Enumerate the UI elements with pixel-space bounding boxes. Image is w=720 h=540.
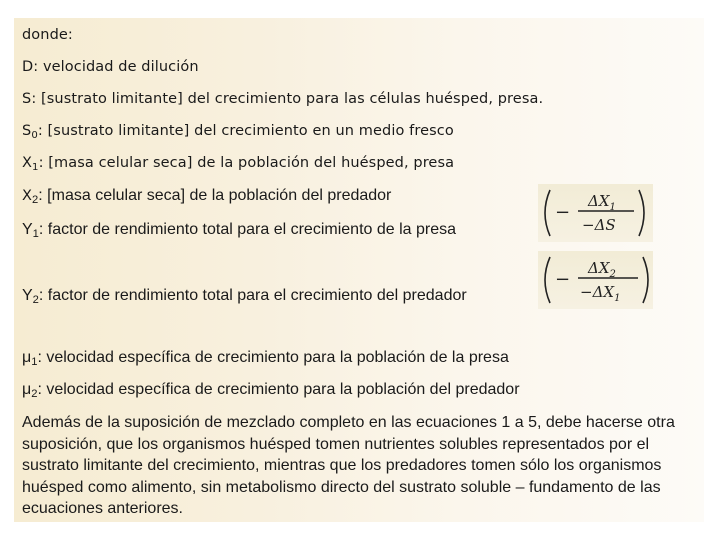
definition-x2	[22, 187, 391, 206]
definition-subscript: 1	[32, 162, 39, 173]
definition-symbol: Y	[22, 287, 33, 304]
formula-numerator: $\Delta X_1$	[588, 192, 616, 213]
definition-symbol: μ	[22, 349, 32, 366]
definition-text: : velocidad específica de crecimiento para la población de la presa	[37, 349, 509, 366]
definition-symbol: X	[22, 188, 33, 204]
definition-y2	[22, 287, 467, 306]
definition-d	[22, 59, 199, 75]
definition-subscript: 0	[31, 130, 38, 141]
yield-formula-presa	[538, 184, 653, 242]
definition-text: : [masa celular seca] de la población del huésped, presa	[38, 155, 455, 171]
definition-text: : factor de rendimiento total para el crecimiento de la presa	[38, 221, 457, 238]
explanation-paragraph: Además de la suposición de mezclado completo en las ecuaciones 1 a 5, debe hacerse otra suposición, que los organismos huésped tomen nutrientes solubles representados por el sustrato limitante del crecimiento, mientras que los predadores tomen sólo los organismos huésped como alimento, sin metabolismo directo del sustrato soluble – fundamento de las ecuaciones anteriores.	[22, 414, 675, 517]
formula-svg	[538, 251, 653, 309]
definition-symbol: S	[22, 123, 32, 139]
definition-symbol: μ	[22, 381, 32, 398]
definition-symbol: D	[22, 59, 34, 75]
right-paren	[643, 257, 648, 303]
definition-text: : velocidad de dilución	[33, 59, 199, 75]
left-paren	[545, 190, 550, 236]
definition-s0	[22, 123, 454, 141]
slide-background	[14, 18, 704, 522]
left-paren	[545, 257, 550, 303]
definition-symbol: S	[22, 91, 32, 107]
definition-text: : [sustrato limitante] del crecimiento en un medio fresco	[37, 123, 454, 139]
definition-text: : [masa celular seca] de la población del predador	[38, 187, 392, 204]
definition-mu2	[22, 381, 520, 400]
intro-text: donde:	[22, 27, 73, 43]
definition-subscript: 2	[31, 388, 38, 400]
definition-subscript: 2	[32, 294, 39, 306]
definition-s	[22, 91, 543, 107]
definition-x1	[22, 155, 454, 173]
formula-svg	[538, 184, 653, 242]
definition-subscript: 1	[32, 228, 39, 240]
formula-numerator: $\Delta X_2$	[588, 259, 616, 280]
formula-denominator: −ΔS	[582, 216, 616, 234]
definition-subscript: 2	[32, 194, 39, 206]
definition-subscript: 1	[31, 356, 38, 368]
definition-text: : factor de rendimiento total para el crecimiento del predador	[38, 287, 467, 304]
formula-denominator: $-\Delta X_1$	[580, 283, 621, 304]
yield-formula-predador	[538, 251, 653, 309]
formula-minus: −	[555, 269, 571, 290]
right-paren	[639, 190, 644, 236]
definition-symbol: X	[22, 155, 33, 171]
definition-text: : [sustrato limitante] del crecimiento para las células huésped, presa.	[31, 91, 544, 107]
definition-symbol: Y	[22, 221, 33, 238]
definition-y1	[22, 221, 456, 240]
definition-mu1	[22, 349, 509, 368]
definition-text: : velocidad específica de crecimiento para la población del predador	[37, 381, 520, 398]
formula-minus: −	[555, 202, 571, 223]
